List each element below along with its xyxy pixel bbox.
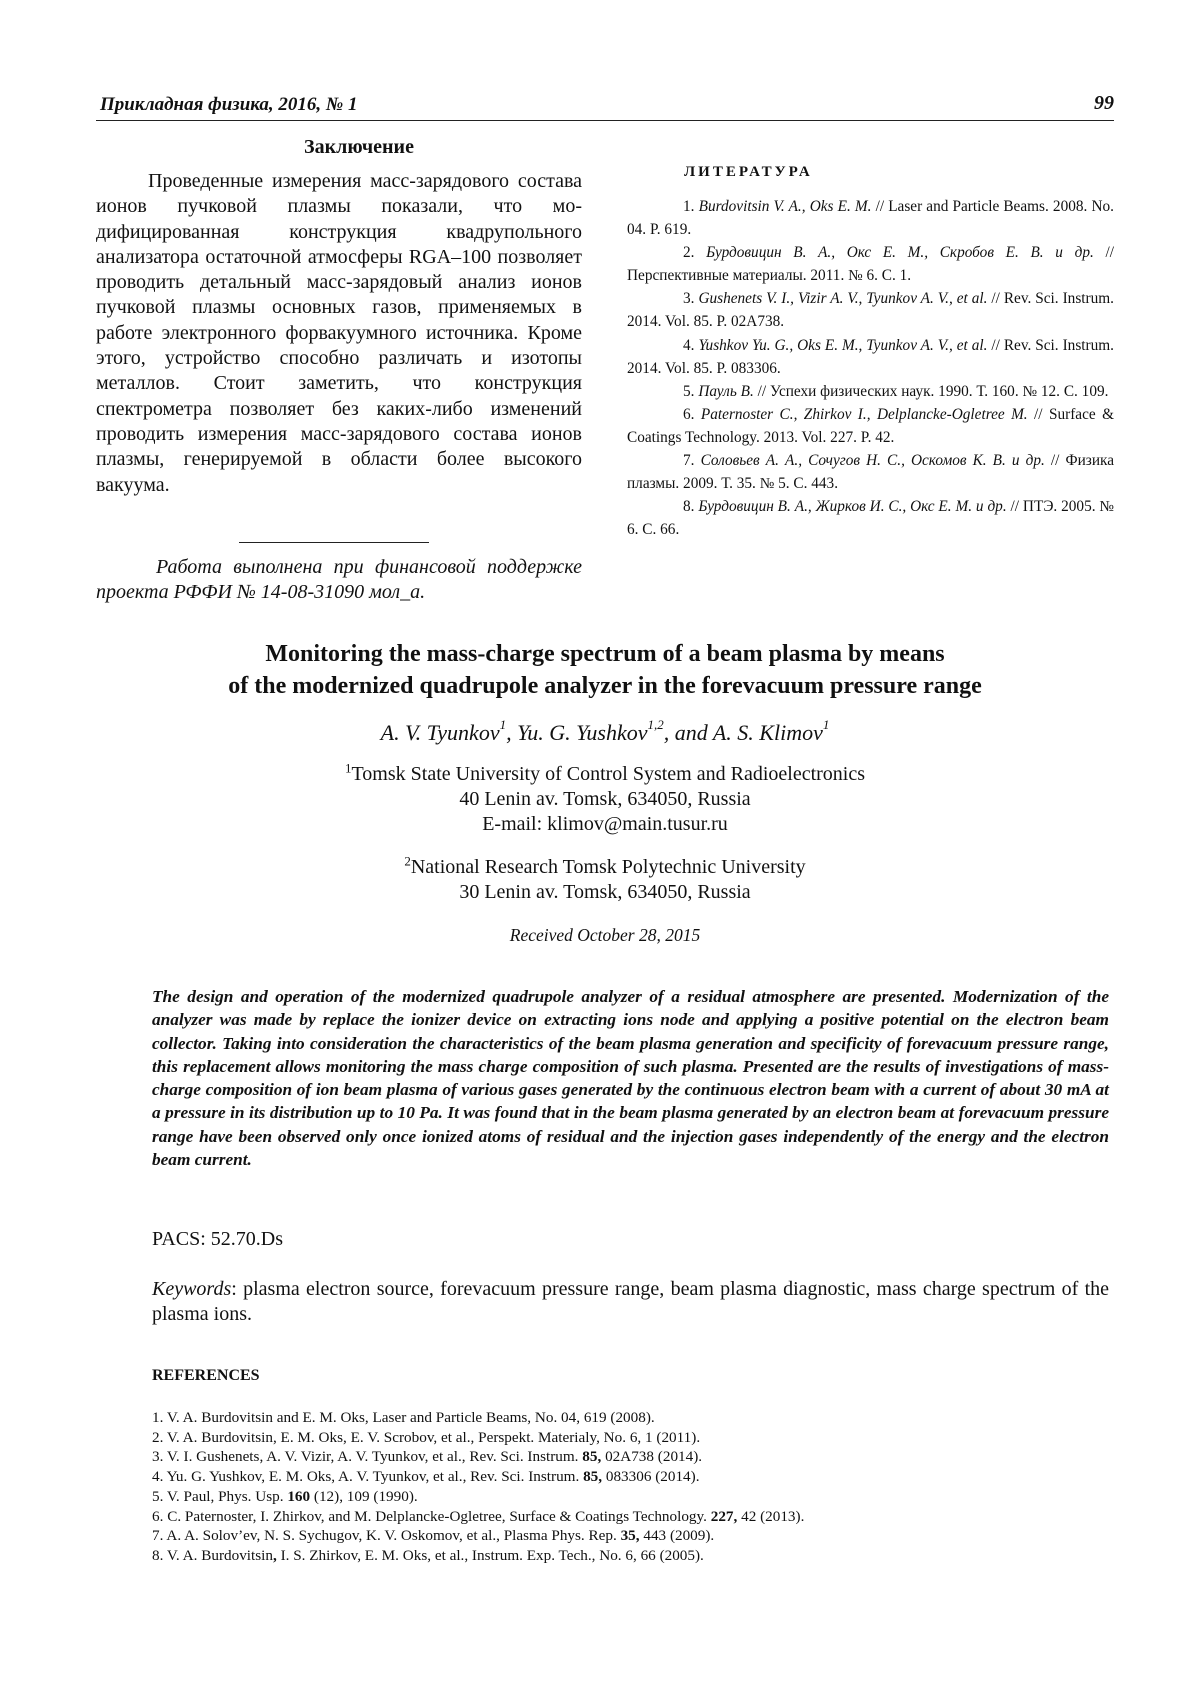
literature-item: 3. Gushenets V. I., Vizir A. V., Tyunkov A. V., et al. // Rev. Sci. Instrum. 2014. Vol. 85. P. 02A738. <box>627 290 1114 331</box>
literature-list <box>627 195 1114 541</box>
reference-item: 6. C. Paternoster, I. Zhirkov, and M. Delplancke-Ogletree, Surface & Coatings Technology. 227, 42 (2013). <box>152 1507 805 1525</box>
footnote-divider <box>239 542 429 543</box>
english-title-block <box>96 638 1114 946</box>
running-header <box>96 90 1114 121</box>
conclusion-text: Проведенные измерения масс-зарядового состава ионов пучковой плазмы показали, что модифицированная конструкция квадрупольного анализатора остаточной атмосферы RGA–100 позволяет проводить детальный масс-зарядовый анализ ионов пучковой плазмы основных газов, применяемых в работе электронного форвакуумного источника. Кроме этого, устройство способно различать и изотопы металлов. Стоит заметить, что конструкция спектрометра позволяет без каких-либо изменений проводить измерения масс-зарядового состава ионов плазмы, генерируемой в области более высокого вакуума. <box>96 170 582 496</box>
author-email: E-mail: klimov@main.tusur.ru <box>482 813 728 835</box>
authors-line: A. V. Tyunkov$^1$, Yu. G. Yushkov$^{1,2}$, and A. S. Klimov$^1$ <box>380 716 830 745</box>
reference-item: 3. V. I. Gushenets, A. V. Vizir, A. V. Tyunkov, et al., Rev. Sci. Instrum. 85, 02A738 (2014). <box>152 1448 703 1466</box>
reference-item: 4. Yu. G. Yushkov, E. M. Oks, A. V. Tyunkov, et al., Rev. Sci. Instrum. 85, 083306 (2014). <box>152 1468 700 1486</box>
reference-item: 5. V. Paul, Phys. Usp. 160 (12), 109 (1990). <box>152 1487 418 1505</box>
literature-heading: ЛИТЕРАТУРА <box>684 164 813 180</box>
references-list <box>152 1408 1112 1566</box>
left-column <box>96 136 582 605</box>
reference-item: 7. A. A. Solov’ev, N. S. Sychugov, K. V. Oskomov, et al., Plasma Phys. Rep. 35, 443 (2009). <box>152 1527 715 1545</box>
literature-item: 5. Пауль В. // Успехи физических наук. 1990. Т. 160. № 12. С. 109. <box>683 382 1109 400</box>
right-column <box>627 160 1114 541</box>
paper-title: Monitoring the mass-charge spectrum of a beam plasma by means of the modernized quadrupole analyzer in the forevacuum pressure range <box>228 641 982 699</box>
references-heading: REFERENCES <box>152 1367 260 1384</box>
literature-item: 1. Burdovitsin V. A., Oks E. M. // Laser and Particle Beams. 2008. No. 04. P. 619. <box>627 198 1114 239</box>
page-number: 99 <box>1094 92 1114 114</box>
literature-item: 4. Yushkov Yu. G., Oks E. M., Tyunkov A. V., et al. // Rev. Sci. Instrum. 2014. Vol. 85. P. 083306. <box>627 336 1114 377</box>
affiliation-1: $^1$Tomsk State University of Control System and Radioelectronics 40 Lenin av. Tomsk, 634050, Russia E-mail: klimov@main.tusur.ru <box>96 762 1114 837</box>
received-date: Received October 28, 2015 <box>509 925 701 945</box>
literature-item: 6. Paternoster C., Zhirkov I., Delplancke-Ogletree M. // Surface & Coatings Technology. 2013. Vol. 227. P. 42. <box>627 405 1114 446</box>
reference-item: 2. V. A. Burdovitsin, E. M. Oks, E. V. Scrobov, et al., Perspekt. Materialy, No. 6, 1 (2011). <box>152 1428 701 1446</box>
literature-item: 2. Бурдовицин В. А., Окс Е. М., Скробов Е. В. и др. // Перспективные материалы. 2011. № 6. С. 1. <box>627 244 1114 285</box>
literature-item: 8. Бурдовицин В. А., Жирков И. С., Окс Е. М. и др. // ПТЭ. 2005. № 6. С. 66. <box>627 498 1115 539</box>
reference-item: 1. V. A. Burdovitsin and E. M. Oks, Laser and Particle Beams, No. 04, 619 (2008). <box>152 1409 655 1426</box>
pacs-code: PACS: 52.70.Ds <box>152 1228 283 1250</box>
keywords: Keywords: plasma electron source, forevacuum pressure range, beam plasma diagnostic, mass charge spectrum of the plasma ions. <box>152 1278 1109 1325</box>
journal-title: Прикладная физика, 2016, № 1 <box>100 94 358 115</box>
reference-item: 8. V. A. Burdovitsin, I. S. Zhirkov, E. M. Oks, et al., Instrum. Exp. Tech., No. 6, 66 (2005). <box>152 1546 704 1564</box>
acknowledgment-text: Работа выполнена при финансовой поддержке проекта РФФИ № 14-08-31090 мол_а. <box>96 555 582 604</box>
conclusion-heading: Заключение <box>304 136 414 158</box>
affiliation-2: $^2$National Research Tomsk Polytechnic University 30 Lenin av. Tomsk, 634050, Russia <box>404 853 806 903</box>
literature-item: 7. Соловьев А. А., Сочугов Н. С., Оскомов К. В. и др. // Физика плазмы. 2009. Т. 35. № 5. С. 443. <box>627 452 1114 493</box>
abstract: The design and operation of the modernized quadrupole analyzer of a residual atmosphere are presented. Modernization of the analyzer was made by replace the ionizer device on extracting ions node and applying a positive potential on the electron beam collector. Taking into consideration the characteristics of the beam plasma generation and specificity of forevacuum pressure range, this replacement allows monitoring the mass charge composition of such plasma. Presented are the results of investigations of mass-charge composition of ion beam plasma of various gases generated by the continuous electron beam with a current of about 30 mA at a pressure in its distribution up to 10 Pa. It was found that in the beam plasma generated by an electron beam at forevacuum pressure range have been observed only once ionized atoms of residual and the injection gases independently of the energy and the electron beam current. <box>152 987 1109 1170</box>
